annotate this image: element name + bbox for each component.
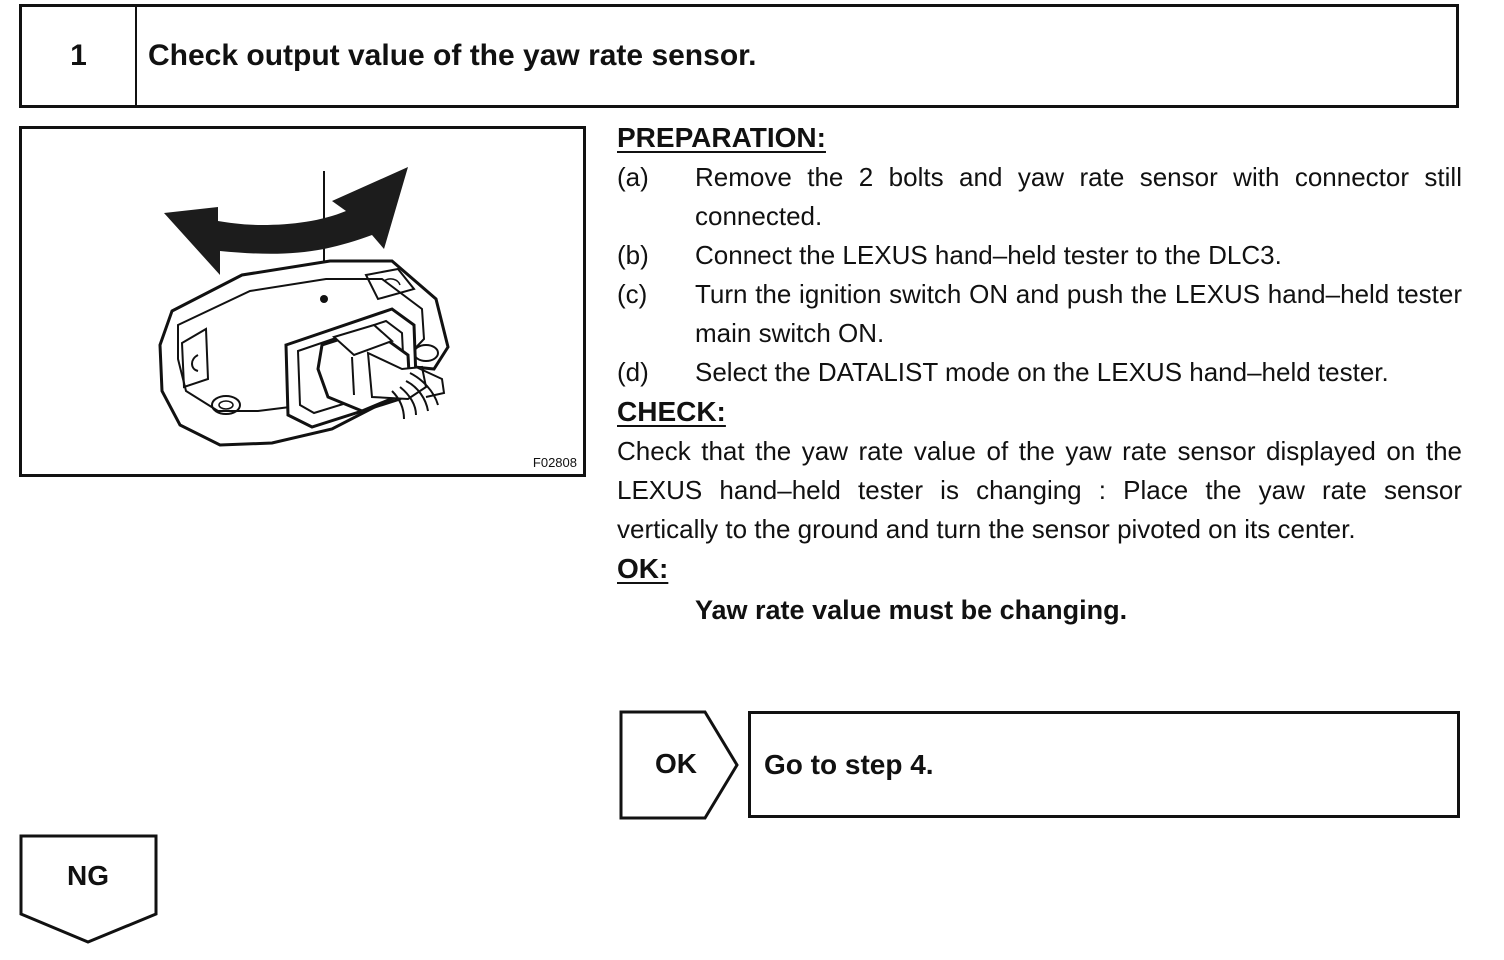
item-letter: (c) bbox=[617, 279, 648, 309]
item-text: Remove the 2 bolts and yaw rate sensor with connector still connected. bbox=[695, 162, 1462, 231]
preparation-item-b bbox=[617, 236, 1462, 275]
ng-result-label: NG bbox=[67, 860, 109, 891]
ok-heading: OK: bbox=[617, 553, 669, 584]
item-letter: (d) bbox=[617, 357, 649, 387]
item-text: Select the DATALIST mode on the LEXUS hand–held tester. bbox=[695, 357, 1389, 387]
item-letter: (a) bbox=[617, 162, 649, 192]
ok-action-text: Go to step 4. bbox=[764, 748, 934, 780]
instructions bbox=[617, 118, 1462, 630]
step-header bbox=[19, 4, 1459, 108]
check-text: Check that the yaw rate value of the yaw rate sensor displayed on the LEXUS hand–held tester is changing : Place the yaw rate sensor vertically to the ground and turn the sensor pivoted on its center. bbox=[617, 436, 1462, 544]
sensor-illustration bbox=[19, 126, 586, 477]
rotation-arrow bbox=[164, 167, 408, 275]
preparation-item-a bbox=[617, 158, 1462, 236]
item-text: Turn the ignition switch ON and push the LEXUS hand–held tester main switch ON. bbox=[695, 279, 1462, 348]
check-heading: CHECK: bbox=[617, 396, 726, 427]
step-number: 1 bbox=[22, 7, 137, 105]
ok-result-label: OK bbox=[655, 748, 697, 779]
step-title: Check output value of the yaw rate sensor. bbox=[148, 39, 757, 72]
preparation-list bbox=[617, 158, 1462, 392]
item-letter: (b) bbox=[617, 240, 649, 270]
yaw-rate-sensor-drawing bbox=[22, 129, 583, 474]
ok-criteria: Yaw rate value must be changing. bbox=[695, 595, 1128, 625]
preparation-item-d bbox=[617, 353, 1462, 392]
pivot-dot bbox=[320, 295, 328, 303]
figure-code: F02808 bbox=[532, 455, 577, 470]
preparation-heading: PREPARATION: bbox=[617, 122, 826, 153]
ok-action-box bbox=[748, 711, 1460, 818]
item-text: Connect the LEXUS hand–held tester to the DLC3. bbox=[695, 240, 1282, 270]
preparation-item-c bbox=[617, 275, 1462, 353]
